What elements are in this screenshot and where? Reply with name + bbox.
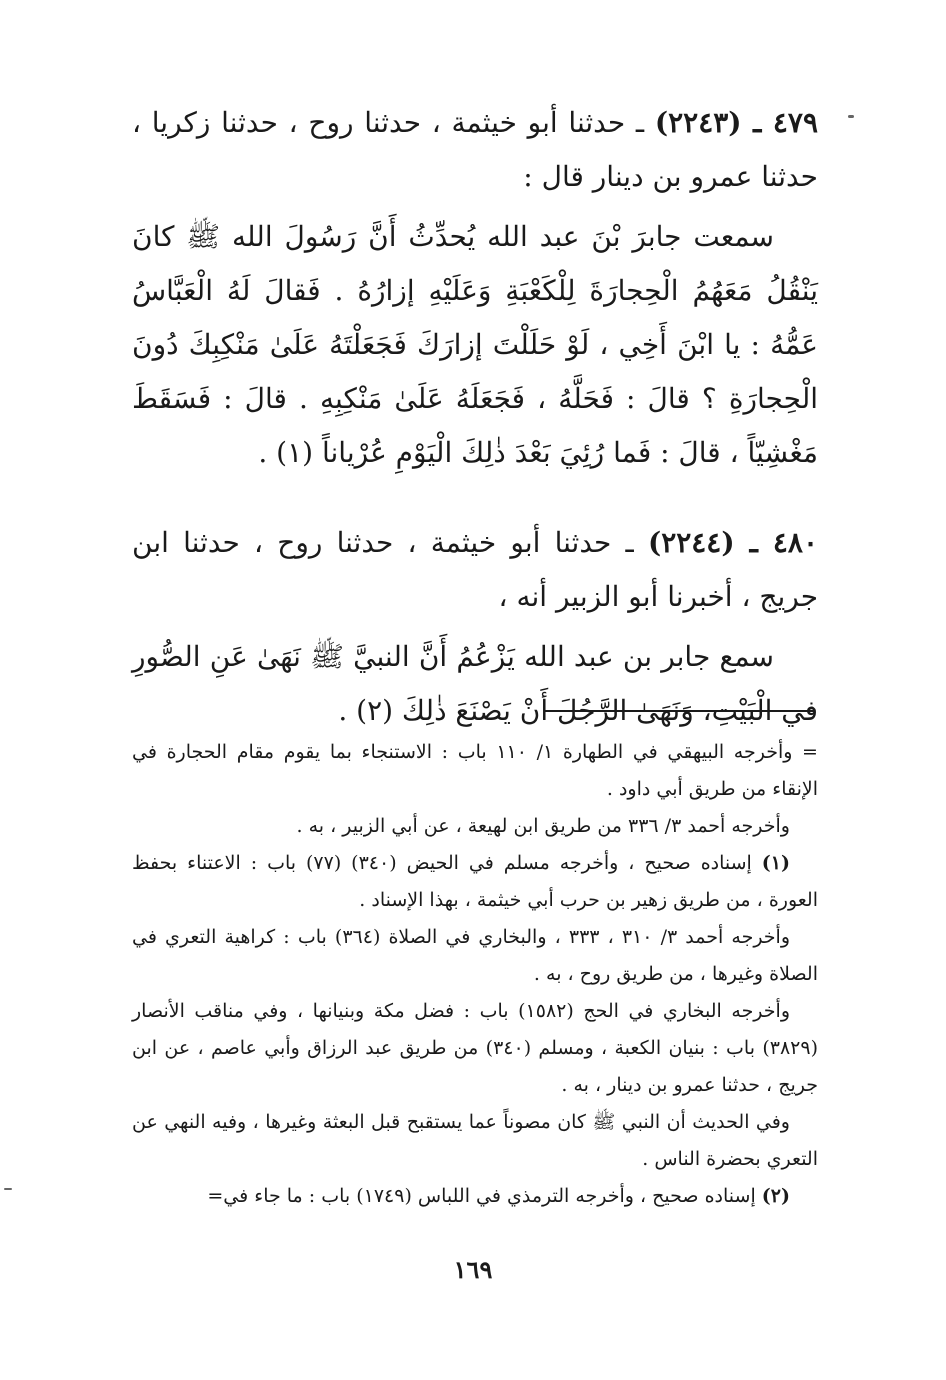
footnote-1 [132, 845, 818, 919]
page-number: ١٦٩ [453, 1255, 493, 1284]
footnote-2-text: إسناده صحيح ، وأخرجه الترمذي في اللباس (١٧٤٩) باب : ما جاء في= [207, 1185, 756, 1207]
scan-speck [4, 1188, 12, 1190]
footnote-continuation-1: = وأخرجه البيهقي في الطهارة ١/ ١١٠ باب : الاستنجاء بما يقوم مقام الحجارة في الإنقاء من طريق أبي داود . [132, 741, 818, 800]
footnote-1-paragraph-4: وفي الحديث أن النبي ﷺ كان مصوناً عما يستقبح قبل البعثة وغيرها ، وفيه النهي عن التعري بحضرة الناس . [132, 1111, 818, 1170]
spacer [132, 480, 818, 516]
hadith-479 [132, 96, 818, 480]
hadith-480-matn: سمع جابر بن عبد الله يَزْعُمُ أَنَّ النبيَّ ﷺ نَهَىٰ عَنِ الصُّورِ في الْبَيْتِ، وَنَهَىٰ الرَّجُلَ أَنْ يَصْنَعَ ذٰلِكَ (٢) . [132, 640, 818, 727]
footnotes [132, 734, 818, 1215]
hadith-480-isnad [132, 516, 818, 624]
footnote-2 [132, 1178, 818, 1215]
hadith-479-matn: سمعت جابرَ بْنَ عبد الله يُحدِّثُ أَنَّ رَسُولَ الله ﷺ كانَ يَنْقُلُ مَعَهُمُ الْحِجارَةَ لِلْكَعْبَةِ وَعَلَيْهِ إزارُهُ . فَقالَ لَهُ الْعَبَّاسُ عَمُّهُ : يا ابْنَ أَخِي ، لَوْ حَلَلْتَ إزارَكَ فَجَعَلْتَهُ عَلَىٰ مَنْكِبِكَ دُونَ الْحِجارَةِ ؟ قالَ : فَحَلَّهُ ، فَجَعَلَهُ عَلَىٰ مَنْكِبِهِ . قالَ : فَسَقَطَ مَغْشِيّاً ، قالَ : فَما رُئِيَ بَعْدَ ذٰلِكَ الْيَوْمِ عُرْياناً (١) . [132, 220, 818, 469]
footnote-1-paragraph-3: وأخرجه البخاري في الحج (١٥٨٢) باب : فضل مكة وبنيانها ، وفي مناقب الأنصار (٣٨٢٩) باب : بنيان الكعبة ، ومسلم (٣٤٠) من طريق عبد الرزاق وأبي عاصم ، عن ابن جريج ، حدثنا عمرو بن دينار ، به . [132, 1000, 818, 1096]
footnote-1-text: إسناده صحيح ، وأخرجه مسلم في الحيض (٣٤٠) (٧٧) باب : الاعتناء بحفظ العورة ، من طريق زهير بن حرب أبي خيثمة ، بهذا الإسناد . [132, 852, 818, 911]
footnote-1-paragraph-2: وأخرجه أحمد ٣/ ٣١٠ ، ٣٣٣ ، والبخاري في الصلاة (٣٦٤) باب : كراهية التعري في الصلاة وغيرها ، من طريق روح ، به . [132, 926, 818, 985]
main-text [132, 96, 818, 738]
hadith-480-isnad-text: ـ حدثنا أبو خيثمة ، حدثنا روح ، حدثنا ابن جريج ، أخبرنا أبو الزبير أنه ، [132, 526, 818, 613]
footnote-1-number: (١) [761, 852, 791, 874]
hadith-479-isnad-text: ـ حدثنا أبو خيثمة ، حدثنا روح ، حدثنا زكريا ، حدثنا عمرو بن دينار قال : [132, 106, 818, 193]
hadith-479-isnad [132, 96, 818, 204]
hadith-479-number: ٤٧٩ ـ (٢٢٤٣) [654, 106, 818, 139]
footnote-2-number: (٢) [761, 1185, 790, 1207]
footnote-separator [544, 710, 814, 712]
hadith-480-number: ٤٨٠ ـ (٢٢٤٤) [647, 526, 818, 559]
footnote-continuation-2: وأخرجه أحمد ٣/ ٣٣٦ من طريق ابن لهيعة ، عن أبي الزبير ، به . [296, 815, 790, 837]
hadith-480 [132, 516, 818, 738]
scan-speck [848, 115, 854, 118]
